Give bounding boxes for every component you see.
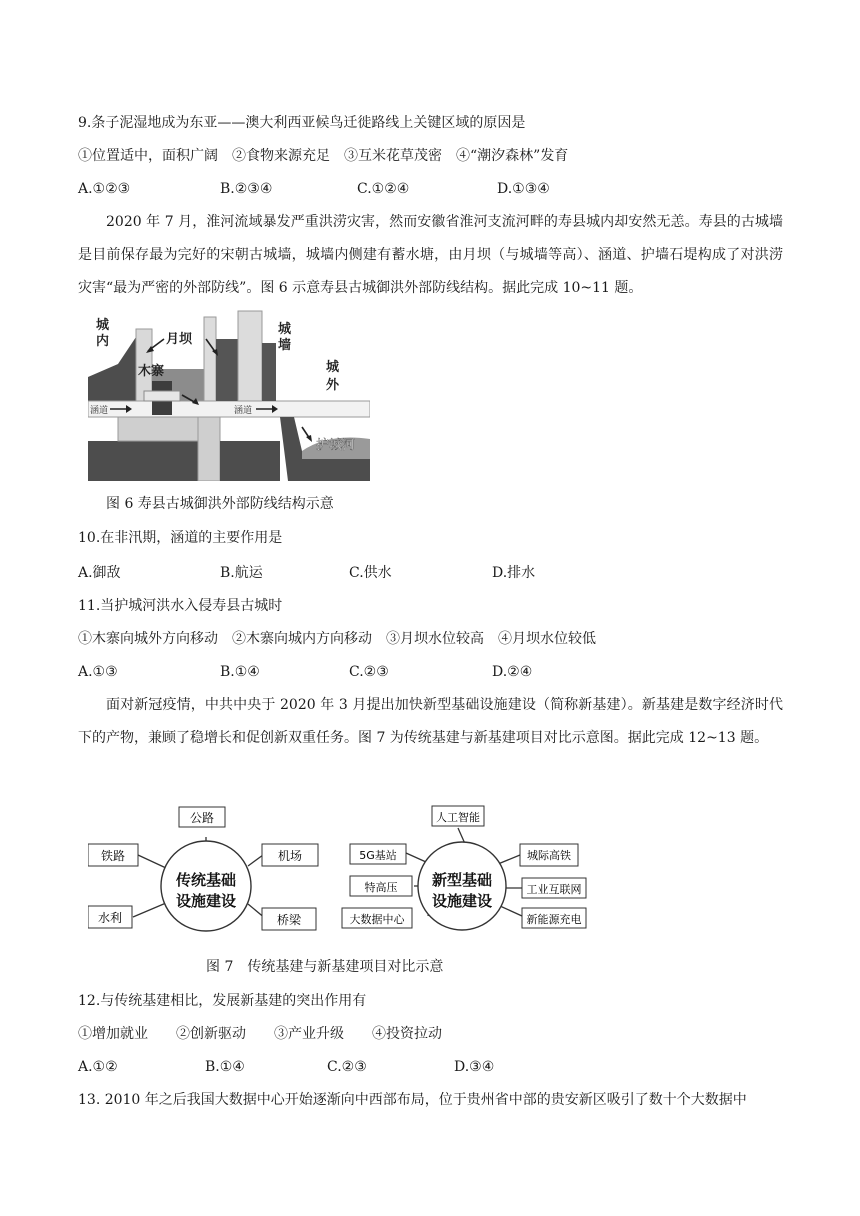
traditional-item-highway: 公路 xyxy=(189,811,215,825)
q12-option-a: A.①② xyxy=(78,1059,118,1075)
passage-2: 面对新冠疫情，中共中央于 2020 年 3 月提出加快新型基础设施建设（简称新基建）。新基建是数字经济时代下的产物，兼顾了稳增长和促创新双重任务。图 7 为传统基建与新基建项目对比示意图。据此完成 12~13 题。 xyxy=(78,697,783,746)
q12-option-c: C.②③ xyxy=(327,1059,367,1075)
q11-option-b: B.①④ xyxy=(220,664,260,680)
q10-stem: 10.在非汛期，涵道的主要作用是 xyxy=(78,530,283,546)
q9-stem: 9.条子泥湿地成为东亚——澳大利西亚候鸟迁徙路线上关键区域的原因是 xyxy=(78,115,526,131)
label-inside-1: 城 xyxy=(96,318,110,333)
label-outside-2: 外 xyxy=(326,378,340,393)
q9-option-a: A.①②③ xyxy=(78,181,131,197)
q10-option-a: A.御敌 xyxy=(78,565,121,581)
label-culvert-left: 涵道 xyxy=(90,406,109,416)
passage-1: 2020 年 7 月，淮河流域暴发严重洪涝灾害，然而安徽省淮河支流河畔的寿县城内却安然无恙。寿县的古城墙是目前保存最为完好的宋朝古城墙，城墙内侧建有蓄水塘，由月坝（与城墙等高）、涵道、护墙石堤构成了对洪涝灾害“最为严密的外部防线”。图 6 示意寿县古城御洪外部防线结构。据此完成 10~11 题。 xyxy=(78,214,783,296)
label-culvert-right: 涵道 xyxy=(234,406,253,416)
new-item-industrial-internet: 工业互联网 xyxy=(526,883,582,896)
q13-stem: 13. 2010 年之后我国大数据中心开始逐渐向中西部布局，位于贵州省中部的贵安新区吸引了数十个大数据中 xyxy=(78,1092,747,1108)
traditional-center-line1: 传统基础 xyxy=(175,871,237,889)
q11-option-a: A.①③ xyxy=(78,664,118,680)
label-moon-dam: 月坝 xyxy=(166,332,193,347)
figure-6-caption: 图 6 寿县古城御洪外部防线结构示意 xyxy=(106,496,334,512)
new-item-5g: 5G基站 xyxy=(359,849,397,862)
figure-7-diagram xyxy=(88,800,590,940)
traditional-item-water: 水利 xyxy=(97,911,123,925)
figure-6-diagram xyxy=(88,309,370,481)
q11-stem: 11.当护城河洪水入侵寿县古城时 xyxy=(78,598,283,614)
label-wall-2: 墙 xyxy=(278,338,292,353)
label-inside-2: 内 xyxy=(96,334,110,349)
traditional-item-bridge: 桥梁 xyxy=(276,913,302,927)
city-wall xyxy=(238,311,262,401)
new-center-line1: 新型基础 xyxy=(431,871,493,889)
label-wall-1: 城 xyxy=(278,322,292,337)
q12-option-b: B.①④ xyxy=(205,1059,245,1075)
new-item-intercity-rail: 城际高铁 xyxy=(527,849,571,862)
new-item-ai: 人工智能 xyxy=(436,811,480,824)
label-outside-1: 城 xyxy=(326,360,340,375)
q12-items: ①增加就业 ②创新驱动 ③产业升级 ④投资拉动 xyxy=(78,1026,442,1042)
q9-option-c: C.①②④ xyxy=(357,181,410,197)
q9-items: ①位置适中，面积广阔 ②食物来源充足 ③互米花草茂密 ④“潮汐森林”发育 xyxy=(78,148,569,164)
new-center-line2: 设施建设 xyxy=(431,892,493,910)
traditional-item-railway: 铁路 xyxy=(100,849,126,863)
figure-7-caption: 图 7 传统基建与新基建项目对比示意 xyxy=(206,959,444,975)
q11-items: ①木寨向城外方向移动 ②木寨向城内方向移动 ③月坝水位较高 ④月坝水位较低 xyxy=(78,631,596,647)
q10-option-b: B.航运 xyxy=(220,565,263,581)
q11-option-d: D.②④ xyxy=(492,664,533,680)
new-item-big-data: 大数据中心 xyxy=(349,913,405,926)
new-item-ev-charging: 新能源充电 xyxy=(526,913,582,926)
q12-stem: 12.与传统基建相比，发展新基建的突出作用有 xyxy=(78,993,367,1009)
new-item-uhv: 特高压 xyxy=(364,881,398,894)
q10-option-c: C.供水 xyxy=(349,565,392,581)
q12-option-d: D.③④ xyxy=(454,1059,495,1075)
q11-option-c: C.②③ xyxy=(349,664,389,680)
traditional-item-airport: 机场 xyxy=(277,849,303,863)
q9-option-b: B.②③④ xyxy=(220,181,273,197)
label-wooden-gate: 木寨 xyxy=(138,364,165,379)
traditional-center-line2: 设施建设 xyxy=(175,892,237,910)
label-moat: 护城河 xyxy=(316,438,356,453)
q9-option-d: D.①③④ xyxy=(497,181,550,197)
q10-option-d: D.排水 xyxy=(492,565,536,581)
